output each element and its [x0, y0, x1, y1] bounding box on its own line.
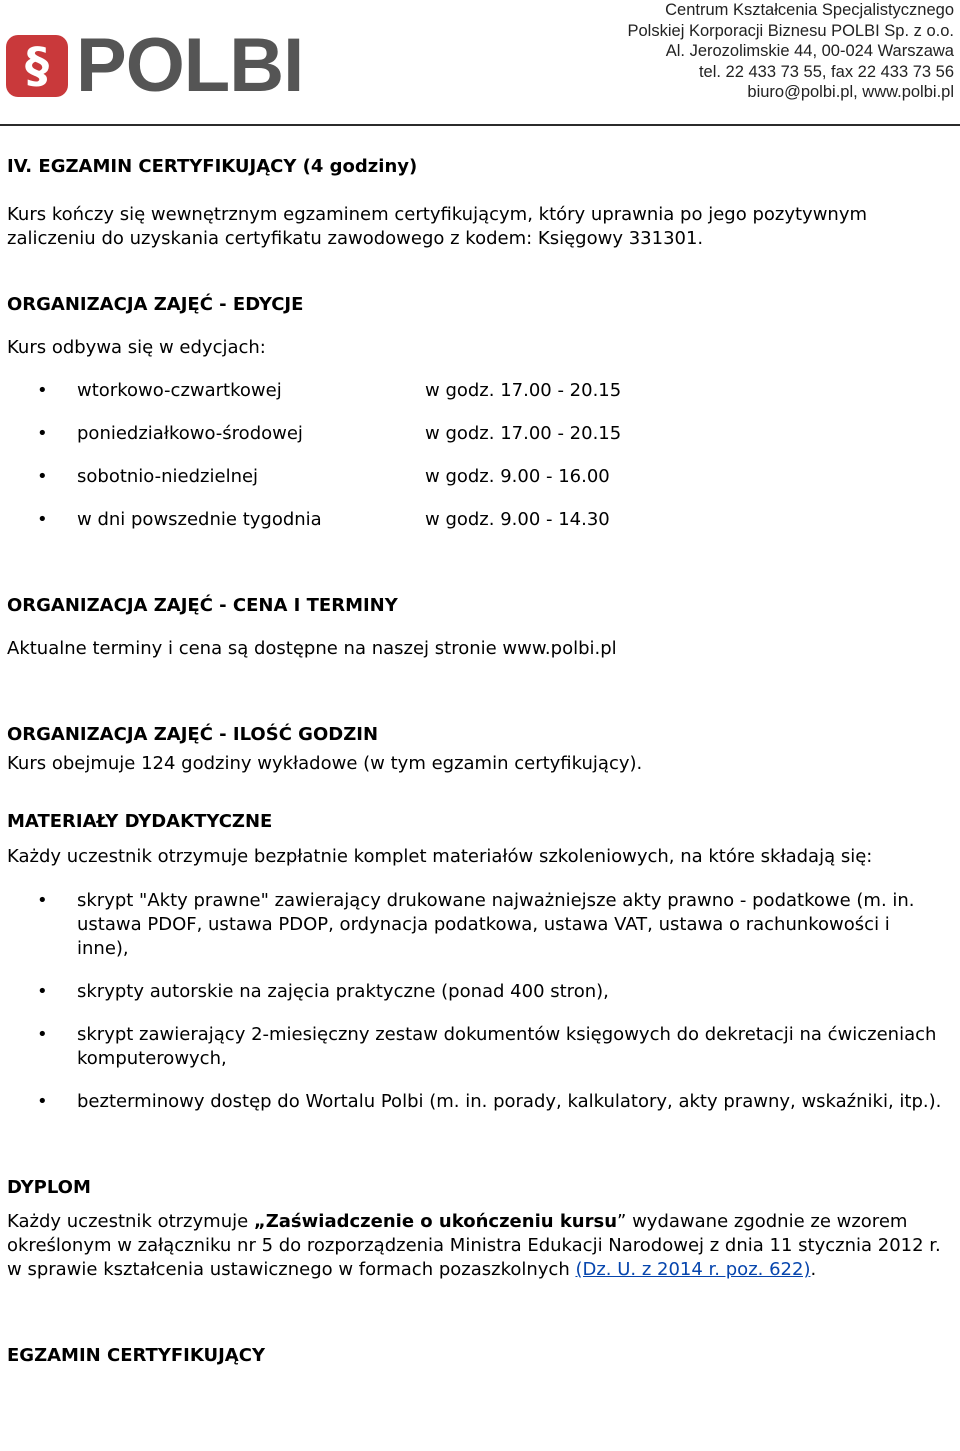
- section-sign-icon: [6, 35, 68, 97]
- material-text: bezterminowy dostęp do Wortalu Polbi (m. in. porady, kalkulatory, akty prawny, wskaźniki, itp.).: [77, 1091, 942, 1112]
- section-title-materials: MATERIAŁY DYDAKTYCZNE: [7, 811, 273, 832]
- diploma-text: [7, 1210, 947, 1282]
- material-text: skrypt "Akty prawne" zawierający drukowane najważniejsze akty prawno - podatkowe (m. in. ustawa PDOF, ustawa PDOP, ordynacja podatkowa, ustawa VAT, ustawa o rachunkowości i inne),: [77, 890, 915, 959]
- edition-hours: w godz. 9.00 - 16.00: [425, 466, 610, 487]
- hours-text: Kurs obejmuje 124 godziny wykładowe (w tym egzamin certyfikujący).: [7, 753, 643, 774]
- edition-name: sobotnio-niedzielnej: [77, 466, 259, 487]
- list-item: [7, 1090, 947, 1114]
- diploma-text-middle: ” wydawane zgodnie ze wzorem określonym w załączniku nr 5 do rozporządzenia Ministra Edukacji Narodowej z dnia 11 stycznia 2012 r. w sprawie kształcenia ustawicznego w formach pozaszkolnych: [7, 1211, 941, 1280]
- bullet: •: [37, 466, 48, 487]
- edition-name: wtorkowo-czwartkowej: [77, 380, 282, 401]
- bullet: •: [37, 509, 48, 530]
- company-line: Al. Jerozolimskie 44, 00-024 Warszawa: [665, 42, 954, 60]
- materials-intro: Każdy uczestnik otrzymuje bezpłatnie komplet materiałów szkoleniowych, na które składają się:: [7, 846, 873, 867]
- edition-name: w dni powszednie tygodnia: [77, 509, 322, 530]
- material-text: skrypt zawierający 2-miesięczny zestaw dokumentów księgowych do dekretacji na ćwiczeniach komputerowych,: [77, 1024, 937, 1069]
- list-item: [7, 980, 947, 1004]
- bullet: •: [37, 1091, 48, 1112]
- edition-hours: w godz. 17.00 - 20.15: [425, 423, 622, 444]
- legal-reference-link[interactable]: (Dz. U. z 2014 r. poz. 622): [575, 1259, 811, 1280]
- company-info: [628, 0, 955, 103]
- company-line: Centrum Kształcenia Specjalistycznego: [665, 1, 954, 19]
- diploma-text-end: .: [810, 1259, 817, 1280]
- section-title-exam: IV. EGZAMIN CERTYFIKUJĄCY (4 godziny): [7, 156, 418, 177]
- bullet: •: [37, 890, 48, 911]
- material-text: skrypty autorskie na zajęcia praktyczne (ponad 400 stron),: [77, 981, 609, 1002]
- materials-list: [7, 889, 947, 1114]
- list-item: [7, 422, 947, 446]
- document-body: [7, 150, 947, 1368]
- company-line: Polskiej Korporacji Biznesu POLBI Sp. z o.o.: [627, 21, 954, 40]
- price-text: Aktualne terminy i cena są dostępne na naszej stronie www.polbi.pl: [7, 638, 617, 659]
- bullet: •: [37, 1024, 48, 1045]
- header-divider: [0, 124, 960, 126]
- logo-symbol: §: [25, 38, 49, 94]
- editions-intro: Kurs odbywa się w edycjach:: [7, 337, 266, 358]
- bullet: •: [37, 981, 48, 1002]
- edition-hours: w godz. 9.00 - 14.30: [425, 509, 610, 530]
- list-item: [7, 465, 947, 489]
- bullet: •: [37, 380, 48, 401]
- page-header: [0, 0, 960, 128]
- bullet: •: [37, 423, 48, 444]
- diploma-text-start: Każdy uczestnik otrzymuje: [7, 1211, 254, 1232]
- exam-text: Kurs kończy się wewnętrznym egzaminem certyfikującym, który uprawnia po jego pozytywnym zaliczeniu do uzyskania certyfikatu zawodowego z kodem: Księgowy 331301.: [7, 204, 868, 249]
- company-line: biuro@polbi.pl, www.polbi.pl: [747, 83, 954, 101]
- edition-hours: w godz. 17.00 - 20.15: [425, 380, 622, 401]
- section-title-price: ORGANIZACJA ZAJĘĆ - CENA I TERMINY: [7, 595, 398, 616]
- section-title-editions: ORGANIZACJA ZAJĘĆ - EDYCJE: [7, 294, 304, 315]
- list-item: [7, 1023, 947, 1071]
- section-title-exam-2: EGZAMIN CERTYFIKUJĄCY: [7, 1345, 265, 1366]
- list-item: [7, 508, 947, 532]
- section-title-diploma: DYPLOM: [7, 1177, 91, 1198]
- certificate-name: „Zaświadczenie o ukończeniu kursu: [253, 1211, 618, 1232]
- company-line: tel. 22 433 73 55, fax 22 433 73 56: [698, 62, 954, 81]
- edition-name: poniedziałkowo-środowej: [77, 423, 303, 444]
- polbi-logo: [6, 23, 304, 108]
- list-item: [7, 889, 947, 961]
- editions-list: [7, 379, 947, 532]
- section-title-hours: ORGANIZACJA ZAJĘĆ - ILOŚĆ GODZIN: [7, 724, 379, 745]
- list-item: [7, 379, 947, 403]
- logo-wordmark: POLBI: [76, 23, 304, 108]
